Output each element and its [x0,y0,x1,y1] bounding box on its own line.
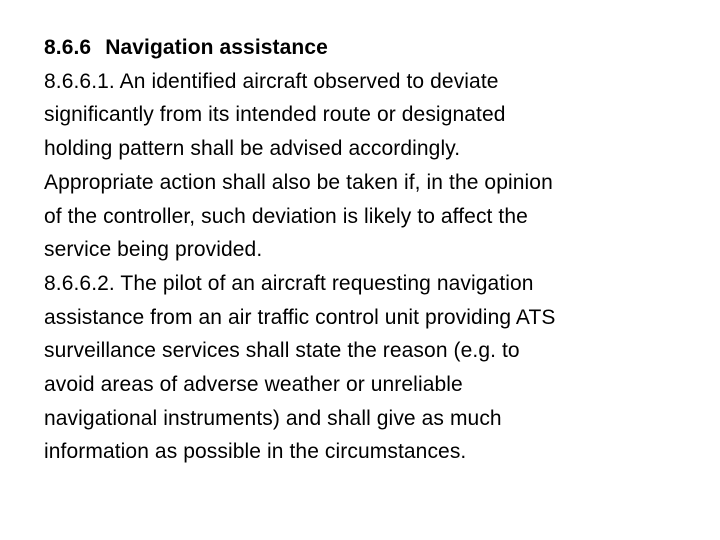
paragraph-2-line-3: surveillance services shall state the reason (e.g. to [44,339,520,363]
paragraph-2-line-4: avoid areas of adverse weather or unreliable [44,373,463,397]
text-block [44,31,694,469]
paragraph-1-line-2: significantly from its intended route or designated [44,103,506,127]
paragraph-1-line-4: Appropriate action shall also be taken if, in the opinion [44,170,553,194]
paragraph-1-line-1: 8.6.6.1. An identified aircraft observed to deviate [44,69,499,93]
section-heading [44,31,694,65]
paragraph-2-line-5: navigational instruments) and shall give as much [44,406,502,430]
paragraph-2-line-2: assistance from an air traffic control unit providing ATS [44,305,556,329]
paragraph-1-line-3: holding pattern shall be advised accordingly. [44,137,461,161]
paragraph-1-line-6: service being provided. [44,238,263,262]
paragraph-2-line-1: 8.6.6.2. The pilot of an aircraft requesting navigation [44,271,534,295]
section-title: Navigation assistance [105,36,328,59]
section-number: 8.6.6 [44,36,92,59]
paragraph-2-line-6: information as possible in the circumstances. [44,440,467,464]
paragraph-1-line-5: of the controller, such deviation is likely to affect the [44,204,528,228]
